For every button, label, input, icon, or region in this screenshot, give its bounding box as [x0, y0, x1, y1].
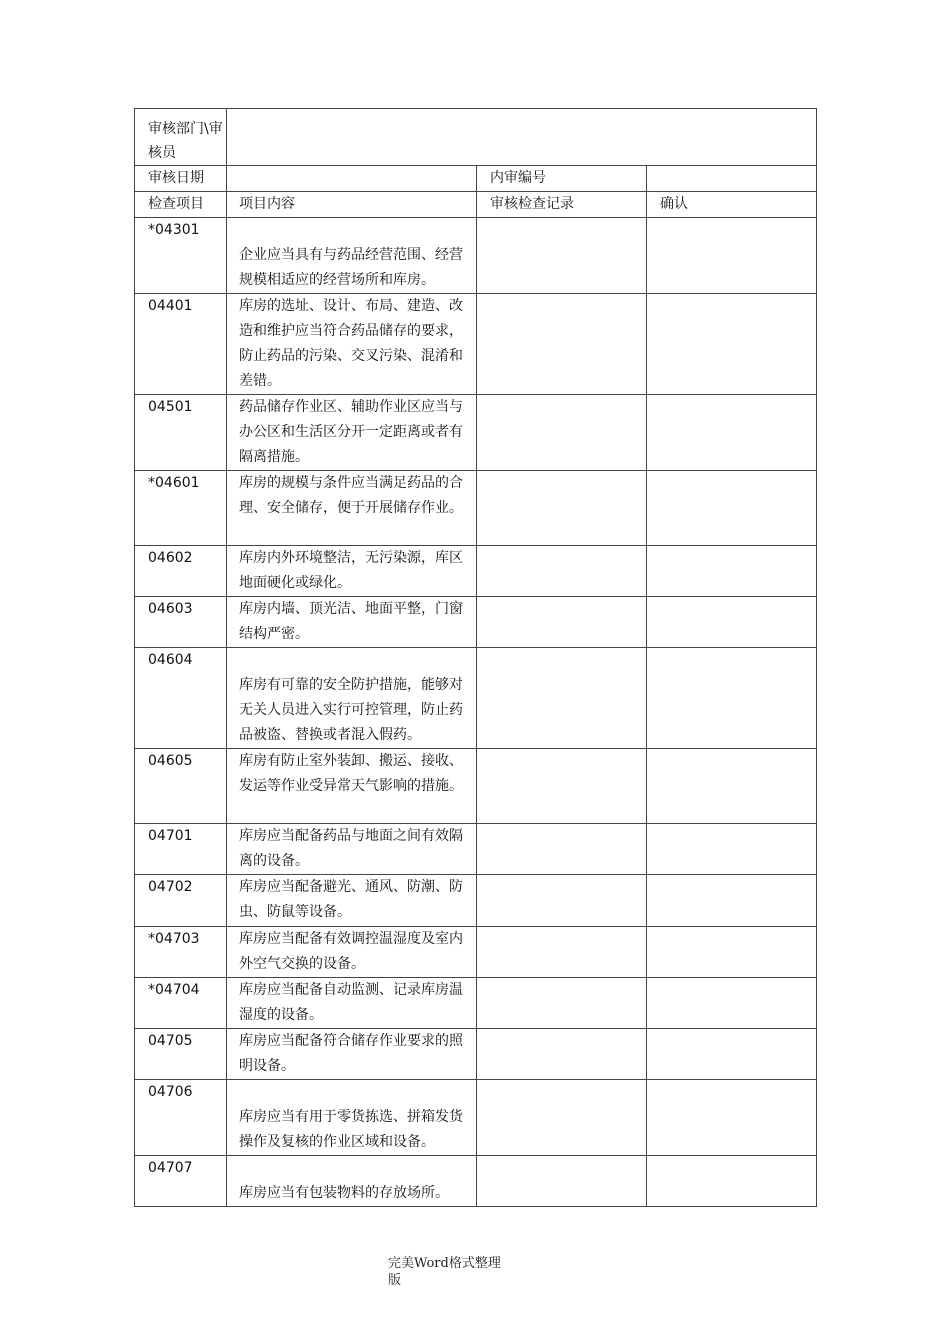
confirm-cell[interactable] [647, 1156, 817, 1207]
table-row [135, 875, 817, 927]
item-content: 企业应当具有与药品经营范围、经营规模相适应的经营场所和库房。 [227, 218, 477, 294]
item-code: 04605 [135, 749, 227, 824]
item-code: 04706 [135, 1080, 227, 1156]
confirm-cell[interactable] [647, 749, 817, 824]
audit-record-cell[interactable] [477, 1080, 647, 1156]
audit-record-cell[interactable] [477, 1156, 647, 1207]
item-code: 04705 [135, 1029, 227, 1080]
footer-line-2: 版 [388, 1273, 402, 1288]
confirm-cell[interactable] [647, 294, 817, 395]
item-content: 库房应当配备符合储存作业要求的照明设备。 [227, 1029, 477, 1080]
table-row [135, 749, 817, 824]
item-code: 04602 [135, 546, 227, 597]
audit-record-cell[interactable] [477, 395, 647, 471]
item-code: 04701 [135, 824, 227, 875]
col-item-header: 检查项目 [135, 192, 227, 218]
confirm-cell[interactable] [647, 927, 817, 978]
audit-record-cell[interactable] [477, 978, 647, 1029]
footer-line-1: 完美Word格式整理 [388, 1256, 501, 1271]
audit-record-cell[interactable] [477, 218, 647, 294]
item-code: 04707 [135, 1156, 227, 1207]
dept-value-cell[interactable] [227, 109, 817, 166]
table-row [135, 1029, 817, 1080]
internal-no-label: 内审编号 [477, 166, 647, 192]
item-content: 库房有可靠的安全防护措施，能够对无关人员进入实行可控管理，防止药品被盗、替换或者混入假药。 [227, 648, 477, 749]
table-row [135, 471, 817, 546]
audit-record-cell[interactable] [477, 597, 647, 648]
item-content: 库房的规模与条件应当满足药品的合理、安全储存，便于开展储存作业。 [227, 471, 477, 546]
item-content: 库房有防止室外装卸、搬运、接收、发运等作业受异常天气影响的措施。 [227, 749, 477, 824]
checklist-rows [135, 218, 817, 1207]
col-record-header: 审核检查记录 [477, 192, 647, 218]
item-code: 04604 [135, 648, 227, 749]
confirm-cell[interactable] [647, 597, 817, 648]
item-code: *04703 [135, 927, 227, 978]
dept-row [135, 109, 817, 166]
confirm-cell[interactable] [647, 1080, 817, 1156]
table-row [135, 597, 817, 648]
confirm-cell[interactable] [647, 471, 817, 546]
date-label: 审核日期 [135, 166, 227, 192]
confirm-cell[interactable] [647, 546, 817, 597]
item-content: 药品储存作业区、辅助作业区应当与办公区和生活区分开一定距离或者有隔离措施。 [227, 395, 477, 471]
audit-record-cell[interactable] [477, 875, 647, 927]
item-content: 库房应当配备药品与地面之间有效隔离的设备。 [227, 824, 477, 875]
item-content: 库房应当配备避光、通风、防潮、防虫、防鼠等设备。 [227, 875, 477, 927]
audit-record-cell[interactable] [477, 546, 647, 597]
item-code: *04601 [135, 471, 227, 546]
table-row [135, 546, 817, 597]
table-row [135, 648, 817, 749]
audit-record-cell[interactable] [477, 927, 647, 978]
audit-checklist-table [134, 108, 817, 1207]
item-code: 04702 [135, 875, 227, 927]
table-row [135, 824, 817, 875]
item-content: 库房内墙、顶光洁、地面平整，门窗结构严密。 [227, 597, 477, 648]
table-row [135, 978, 817, 1029]
table-row [135, 218, 817, 294]
item-content: 库房的选址、设计、布局、建造、改造和维护应当符合药品储存的要求，防止药品的污染、交叉污染、混淆和差错。 [227, 294, 477, 395]
table-row [135, 294, 817, 395]
item-code: *04704 [135, 978, 227, 1029]
confirm-cell[interactable] [647, 875, 817, 927]
item-content: 库房内外环境整洁，无污染源，库区地面硬化或绿化。 [227, 546, 477, 597]
audit-record-cell[interactable] [477, 648, 647, 749]
confirm-cell[interactable] [647, 978, 817, 1029]
dept-label: 审核部门\审核员 [135, 109, 227, 166]
confirm-cell[interactable] [647, 395, 817, 471]
audit-record-cell[interactable] [477, 1029, 647, 1080]
confirm-cell[interactable] [647, 218, 817, 294]
table-row [135, 395, 817, 471]
audit-record-cell[interactable] [477, 749, 647, 824]
table-row [135, 927, 817, 978]
confirm-cell[interactable] [647, 824, 817, 875]
col-confirm-header: 确认 [647, 192, 817, 218]
column-header-row [135, 192, 817, 218]
item-content: 库房应当有包装物料的存放场所。 [227, 1156, 477, 1207]
item-content: 库房应当有用于零货拣选、拼箱发货操作及复核的作业区域和设备。 [227, 1080, 477, 1156]
item-code: *04301 [135, 218, 227, 294]
date-value-cell[interactable] [227, 166, 477, 192]
footer-note [388, 1255, 501, 1289]
audit-record-cell[interactable] [477, 471, 647, 546]
item-code: 04401 [135, 294, 227, 395]
item-content: 库房应当配备有效调控温湿度及室内外空气交换的设备。 [227, 927, 477, 978]
item-code: 04603 [135, 597, 227, 648]
confirm-cell[interactable] [647, 1029, 817, 1080]
audit-record-cell[interactable] [477, 824, 647, 875]
table-row [135, 1156, 817, 1207]
item-content: 库房应当配备自动监测、记录库房温湿度的设备。 [227, 978, 477, 1029]
audit-record-cell[interactable] [477, 294, 647, 395]
confirm-cell[interactable] [647, 648, 817, 749]
internal-no-value-cell[interactable] [647, 166, 817, 192]
table-row [135, 1080, 817, 1156]
date-row [135, 166, 817, 192]
item-code: 04501 [135, 395, 227, 471]
col-content-header: 项目内容 [227, 192, 477, 218]
